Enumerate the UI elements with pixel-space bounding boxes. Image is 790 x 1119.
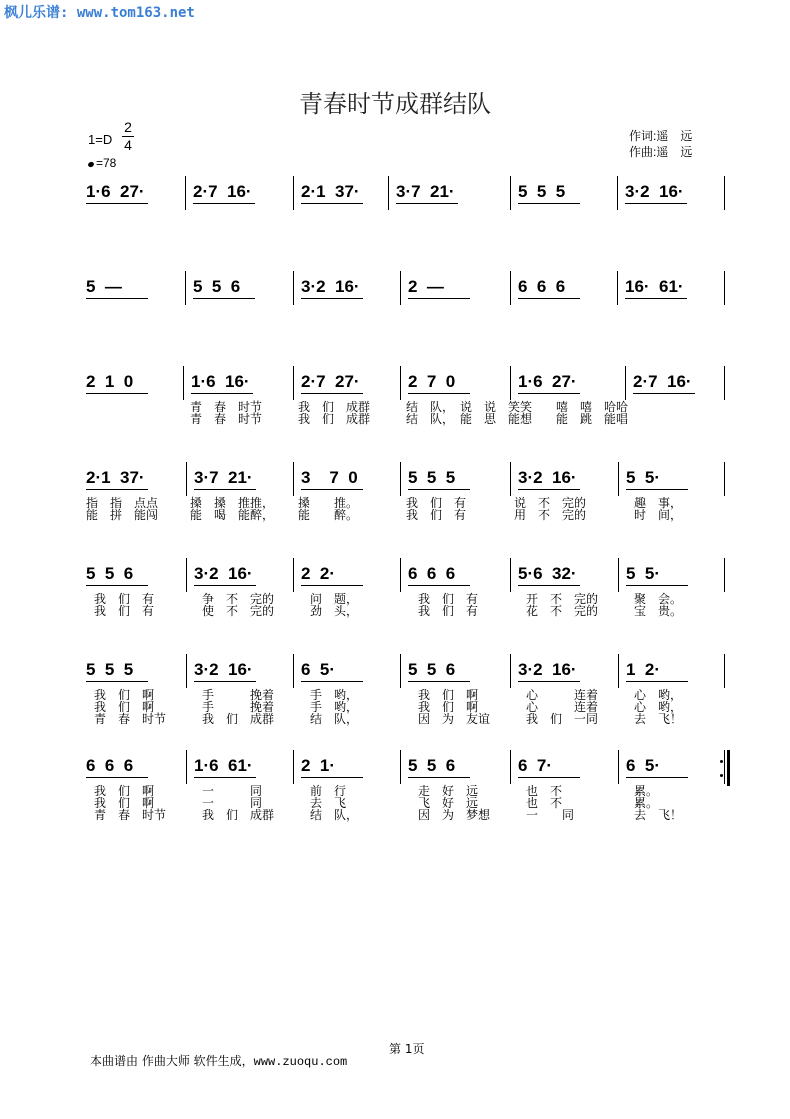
barline (724, 462, 725, 496)
barline (510, 271, 511, 305)
lyric-text: 去 飞 (310, 796, 347, 810)
lyric-text: 我 们 有 (94, 604, 155, 618)
lyric-text: 宝 贵。 (634, 604, 683, 618)
measure-notes: 3·2 16· (625, 182, 684, 201)
lyric-text: 我 们 啊 (418, 700, 479, 714)
measure-notes: 3·2 16· (518, 660, 577, 679)
lyric-text: 我 们 成群 (202, 808, 275, 822)
measure-notes: 5 5 5 (518, 182, 566, 201)
beam-underline (396, 203, 458, 204)
beam-underline (518, 489, 580, 490)
barline (618, 558, 619, 592)
measure-notes: 5 5 5 (408, 468, 456, 487)
lyric-text: 我 们 有 (418, 604, 479, 618)
beam-underline (518, 203, 580, 204)
measure-notes: 3·2 16· (301, 277, 360, 296)
barline (185, 176, 186, 210)
beam-underline (518, 298, 580, 299)
lyric-text: 也 不 (526, 784, 563, 798)
lyric-text: 青 春 时节 (94, 712, 167, 726)
lyric-text: 心 哟， (634, 700, 683, 714)
lyric-text: 心 连着 (526, 688, 599, 702)
lyric-text: 结 队， (310, 712, 359, 726)
lyric-text: 我 们 成群 (202, 712, 275, 726)
measure-notes: 3·7 21· (194, 468, 253, 487)
lyric-text: 前 行 (310, 784, 347, 798)
lyric-text: 因 为 梦想 (418, 808, 491, 822)
beam-underline (194, 777, 256, 778)
measure-notes: 2 — (408, 277, 444, 296)
lyric-text: 青 春 时节 (190, 412, 263, 426)
lyric-text: 说 不 完的 (514, 496, 587, 510)
key-signature: 1=D (88, 132, 113, 147)
barline (186, 462, 187, 496)
beam-underline (86, 393, 148, 394)
lyric-text: 去 飞！ (634, 808, 683, 822)
lyric-text: 我 们 啊 (94, 688, 155, 702)
measure-notes: 3·2 16· (194, 564, 253, 583)
lyric-text: 花 不 完的 (526, 604, 599, 618)
barline (186, 558, 187, 592)
lyric-text: 结 队， 说 说 笑笑 嘻 嘻 哈哈 (406, 400, 629, 414)
beam-underline (518, 393, 580, 394)
time-signature-bottom: 4 (124, 137, 132, 153)
measure-notes: 6 6 6 (518, 277, 566, 296)
barline (400, 462, 401, 496)
lyric-text: 争 不 完的 (202, 592, 275, 606)
barline (510, 654, 511, 688)
lyric-text: 指 指 点点 (86, 496, 159, 510)
lyric-text: 趣 事， (634, 496, 683, 510)
lyric-text: 因 为 友谊 (418, 712, 491, 726)
barline (510, 462, 511, 496)
beam-underline (301, 393, 363, 394)
lyric-text: 飞 好 远 (418, 796, 479, 810)
barline (400, 558, 401, 592)
measure-notes: 6 6 6 (408, 564, 456, 583)
repeat-dot (720, 774, 723, 777)
time-signature-top: 2 (124, 119, 132, 135)
measure-notes: 5 5 6 (193, 277, 241, 296)
barline (510, 366, 511, 400)
credits (629, 128, 692, 160)
measure-notes: 5·6 32· (518, 564, 577, 583)
measure-notes: 2·7 16· (193, 182, 252, 201)
lyric-text: 青 春 时节 (94, 808, 167, 822)
measure-notes: 2·1 37· (301, 182, 360, 201)
lyric-text: 一 同 (526, 808, 575, 822)
beam-underline (194, 585, 256, 586)
barline (400, 366, 401, 400)
beam-underline (193, 203, 255, 204)
lyric-text: 也 不 (526, 796, 563, 810)
lyric-text: 青 春 时节 (190, 400, 263, 414)
lyric-text: 我 们 成群 (298, 400, 371, 414)
lyric-text: 累。 (634, 784, 659, 798)
barline (185, 271, 186, 305)
barline (724, 271, 725, 305)
measure-notes: 5 5 6 (408, 756, 456, 775)
lyric-text: 能 醉。 (298, 508, 359, 522)
lyric-text: 使 不 完的 (202, 604, 275, 618)
lyricist: 作词:遥 远 (629, 129, 693, 143)
measure-notes: 2·7 16· (633, 372, 692, 391)
barline (724, 366, 725, 400)
lyric-text: 问 题， (310, 592, 359, 606)
barline (293, 654, 294, 688)
beam-underline (193, 298, 255, 299)
lyric-text: 我 们 啊 (94, 796, 155, 810)
lyric-text: 累。 (634, 796, 659, 810)
beam-underline (86, 681, 148, 682)
lyric-text: 走 好 远 (418, 784, 479, 798)
measure-notes: 3·7 21· (396, 182, 455, 201)
measure-notes: 2 1 0 (86, 372, 134, 391)
beam-underline (408, 777, 470, 778)
measure-notes: 6 5· (301, 660, 336, 679)
lyric-text: 用 不 完的 (514, 508, 587, 522)
beam-underline (518, 585, 580, 586)
measure-notes: 5 — (86, 277, 122, 296)
measure-notes: 3 7 0 (301, 468, 358, 487)
lyric-text: 手 挽着 (202, 688, 275, 702)
beam-underline (86, 585, 148, 586)
beam-underline (301, 489, 363, 490)
beam-underline (518, 777, 580, 778)
lyric-text: 心 连着 (526, 700, 599, 714)
barline (617, 271, 618, 305)
lyric-text: 手 挽着 (202, 700, 275, 714)
lyric-text: 开 不 完的 (526, 592, 599, 606)
lyric-text: 我 们 有 (406, 508, 467, 522)
measure-notes: 6 6 6 (86, 756, 134, 775)
barline (510, 558, 511, 592)
barline (400, 654, 401, 688)
measure-notes: 5 5 6 (408, 660, 456, 679)
barline (293, 176, 294, 210)
barline (617, 176, 618, 210)
barline (400, 750, 401, 784)
lyric-text: 去 飞！ (634, 712, 683, 726)
barline (186, 654, 187, 688)
barline (724, 654, 725, 688)
lyric-text: 结 队， (310, 808, 359, 822)
lyric-text: 一 同 (202, 784, 263, 798)
page-number: 第 1页 (389, 1042, 425, 1056)
beam-underline (633, 393, 695, 394)
barline (618, 654, 619, 688)
beam-underline (194, 681, 256, 682)
measure-notes: 1·6 61· (194, 756, 253, 775)
measure-notes: 1·6 16· (191, 372, 250, 391)
measure-notes: 5 5 6 (86, 564, 134, 583)
lyric-text: 手 哟， (310, 688, 359, 702)
measure-notes: 3·2 16· (194, 660, 253, 679)
measure-notes: 5 5· (626, 564, 661, 583)
barline (618, 462, 619, 496)
lyric-text: 我 们 有 (418, 592, 479, 606)
measure-notes: 5 5· (626, 468, 661, 487)
beam-underline (626, 585, 688, 586)
beam-underline (301, 681, 363, 682)
beam-underline (408, 585, 470, 586)
beam-underline (626, 489, 688, 490)
beam-underline (625, 203, 687, 204)
beam-underline (408, 393, 470, 394)
beam-underline (408, 298, 470, 299)
final-repeat-barline (727, 750, 730, 786)
barline (293, 366, 294, 400)
barline (724, 750, 725, 784)
measure-notes: 1 2· (626, 660, 661, 679)
lyric-text: 聚 会。 (634, 592, 683, 606)
lyric-text: 我 们 一同 (526, 712, 599, 726)
beam-underline (301, 203, 363, 204)
lyric-text: 一 同 (202, 796, 263, 810)
beam-underline (408, 681, 470, 682)
measure-notes: 6 7· (518, 756, 553, 775)
measure-notes: 2 1· (301, 756, 336, 775)
lyric-text: 劲 头， (310, 604, 359, 618)
beam-underline (626, 681, 688, 682)
beam-underline (518, 681, 580, 682)
beam-underline (625, 298, 687, 299)
lyric-text: 我 们 啊 (94, 700, 155, 714)
beam-underline (408, 489, 470, 490)
time-signature (121, 120, 135, 153)
footer (90, 1052, 347, 1069)
beam-underline (301, 298, 363, 299)
measure-notes: 1·6 27· (86, 182, 145, 201)
lyric-text: 我 们 成群 (298, 412, 371, 426)
beam-underline (301, 777, 363, 778)
song-title: 青春时节成群结队 (299, 90, 491, 118)
barline (510, 176, 511, 210)
lyric-text: 手 哟， (310, 700, 359, 714)
barline (293, 271, 294, 305)
quarter-note-icon (87, 161, 95, 168)
barline (183, 366, 184, 400)
measure-notes: 2 7 0 (408, 372, 456, 391)
beam-underline (191, 393, 253, 394)
barline (618, 750, 619, 784)
measure-notes: 6 5· (626, 756, 661, 775)
footer-url: www.zuoqu.com (253, 1055, 348, 1069)
measure-notes: 2·7 27· (301, 372, 360, 391)
barline (293, 558, 294, 592)
measure-notes: 16· 61· (625, 277, 684, 296)
beam-underline (626, 777, 688, 778)
lyric-text: 搡 搡 推推， (190, 496, 275, 510)
lyric-text: 结 队， 能 思 能想 能 跳 能唱 (406, 412, 629, 426)
lyric-text: 能 拼 能闯 (86, 508, 159, 522)
lyric-text: 时 间， (634, 508, 683, 522)
beam-underline (86, 777, 148, 778)
measure-notes: 2·1 37· (86, 468, 145, 487)
barline (724, 558, 725, 592)
site-watermark: 枫儿乐谱: www.tom163.net (4, 5, 195, 21)
lyric-text: 能 喝 能醉， (190, 508, 275, 522)
measure-notes: 3·2 16· (518, 468, 577, 487)
barline (293, 750, 294, 784)
lyric-text: 我 们 啊 (94, 784, 155, 798)
lyric-text: 我 们 啊 (418, 688, 479, 702)
tempo-value: =78 (96, 156, 117, 170)
barline (388, 176, 389, 210)
composer: 作曲:遥 远 (629, 145, 693, 159)
barline (400, 271, 401, 305)
footer-text: 本曲谱由 作曲大师 软件生成， (90, 1054, 254, 1068)
barline (724, 176, 725, 210)
tempo-marking (88, 156, 116, 170)
barline (625, 366, 626, 400)
lyric-text: 我 们 有 (406, 496, 467, 510)
measure-notes: 5 5 5 (86, 660, 134, 679)
lyric-text: 心 哟， (634, 688, 683, 702)
repeat-dot (720, 760, 723, 763)
beam-underline (86, 298, 148, 299)
barline (293, 462, 294, 496)
beam-underline (301, 585, 363, 586)
beam-underline (86, 489, 148, 490)
barline (510, 750, 511, 784)
measure-notes: 1·6 27· (518, 372, 577, 391)
lyric-text: 我 们 有 (94, 592, 155, 606)
barline (186, 750, 187, 784)
measure-notes: 2 2· (301, 564, 336, 583)
beam-underline (86, 203, 148, 204)
lyric-text: 搡 推。 (298, 496, 359, 510)
beam-underline (194, 489, 256, 490)
